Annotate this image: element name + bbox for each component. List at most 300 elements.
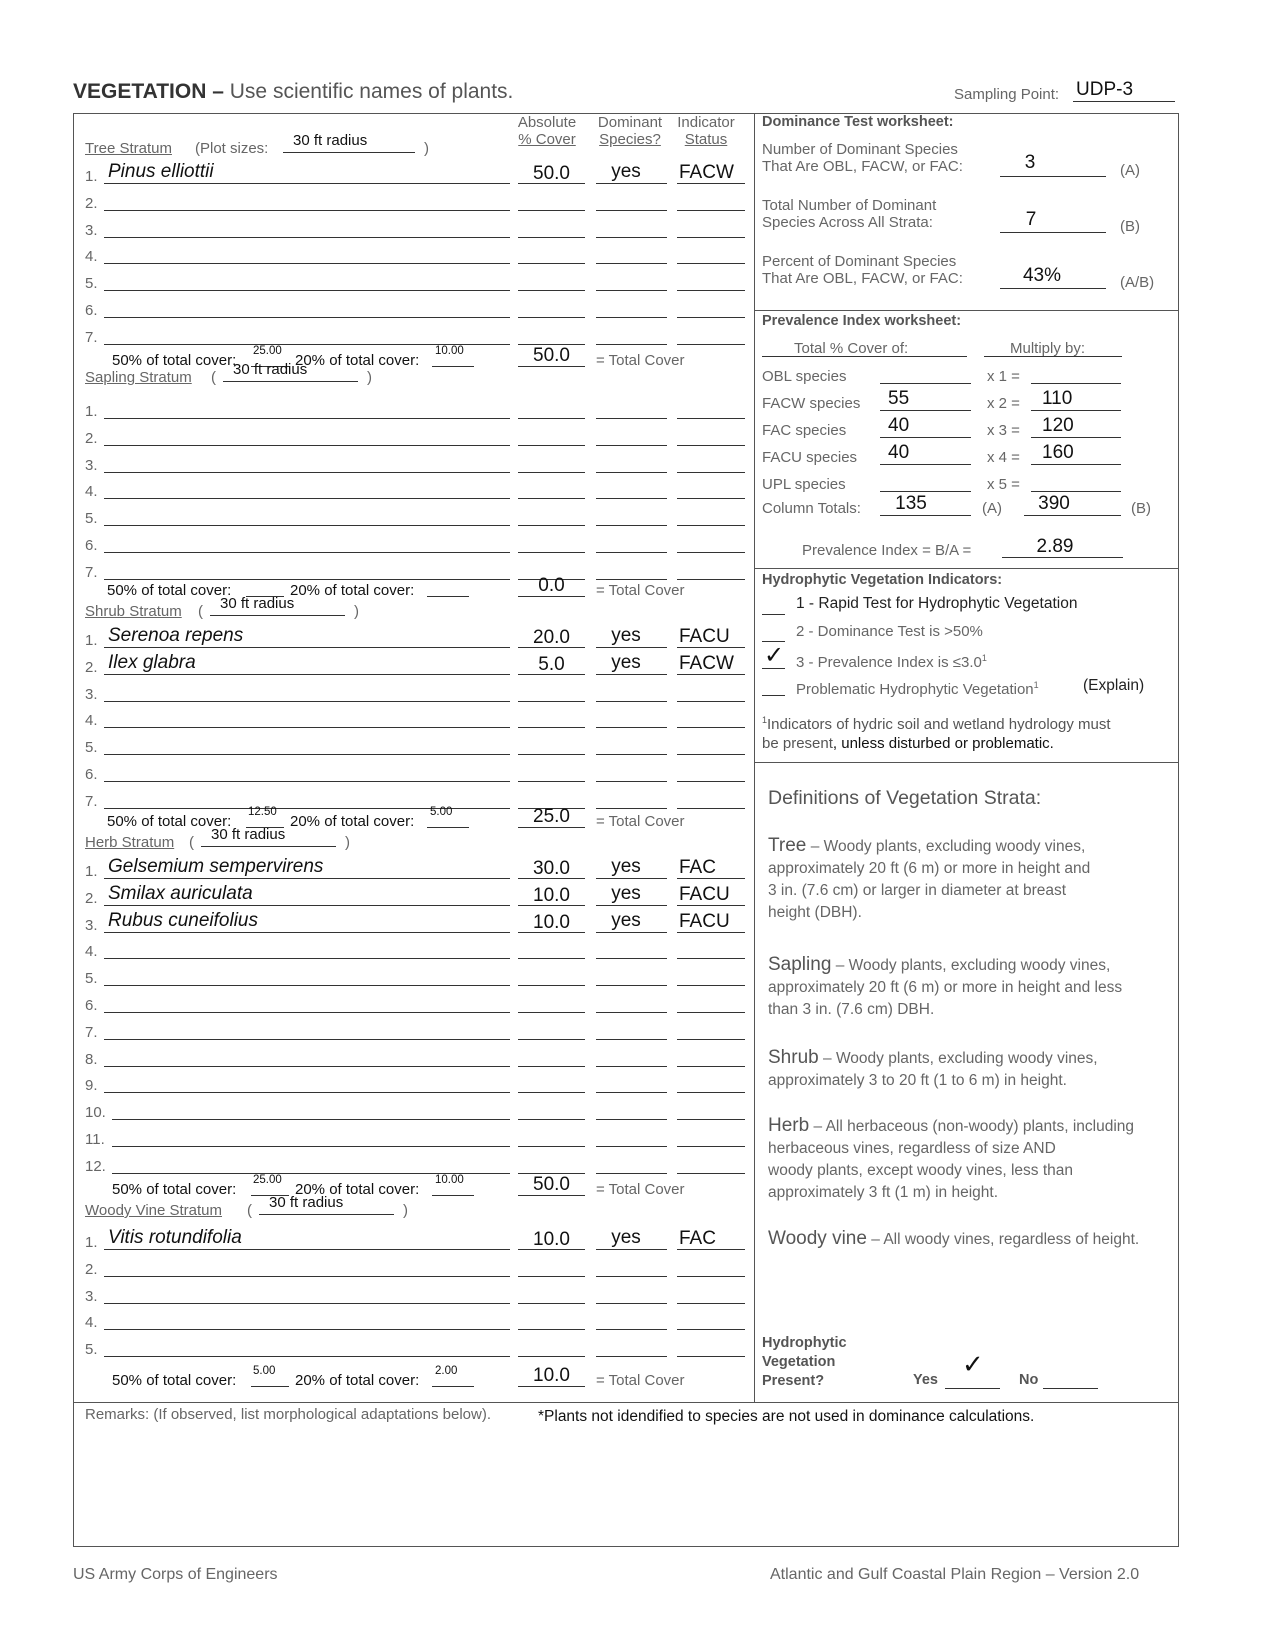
sapling-total-value[interactable]: 0.0 [538, 575, 565, 596]
col-absolute-1: Absolute [517, 114, 577, 131]
tree-status-line [677, 237, 745, 238]
dominance-a-value[interactable]: 3 [1024, 152, 1036, 173]
prevalence-row-value-line [880, 491, 971, 492]
herb-dominant-line [596, 1146, 667, 1147]
tree-row-number: 1. [85, 168, 98, 185]
prevalence-row-value-line [880, 383, 971, 384]
vine-species-name[interactable]: Vitis rotundifolia [108, 1227, 242, 1248]
present-yes-checkmark[interactable]: ✓ [962, 1349, 984, 1379]
herb-plot-value[interactable]: 30 ft radius [211, 826, 286, 843]
shrub-status-line [677, 647, 745, 648]
vine-pct50-value[interactable]: 5.00 [253, 1365, 276, 1377]
def-sapling-term: Sapling [768, 954, 832, 975]
dominance-b-line2: Species Across All Strata: [762, 214, 933, 231]
vine-row-number: 2. [85, 1260, 98, 1278]
vine-name-line [104, 1249, 510, 1250]
herb-dominant-value[interactable]: yes [611, 882, 641, 904]
herb-row-number: 6. [85, 997, 98, 1014]
prevalence-total-a-line [880, 515, 971, 516]
ind1-check-line[interactable] [762, 614, 785, 615]
footer-left: US Army Corps of Engineers [73, 1566, 278, 1583]
prevalence-row-label: UPL species [762, 476, 846, 493]
herb-species-name[interactable]: Gelsemium sempervirens [108, 856, 324, 877]
prevalence-divider [754, 310, 1178, 311]
herb-cover-value[interactable]: 10.0 [533, 884, 570, 906]
shrub-cover-value[interactable]: 20.0 [533, 627, 570, 648]
vine-dominant-line [596, 1249, 667, 1250]
foot-sup: 1 [762, 715, 768, 725]
prevalence-index-label: Prevalence Index = B/A = [802, 542, 972, 559]
tree-dominant-line [596, 183, 667, 184]
prevalence-row-value[interactable]: 40 [888, 415, 910, 436]
herb-cover-value[interactable]: 10.0 [533, 911, 570, 933]
def-vine-term: Woody vine [768, 1228, 867, 1249]
shrub-dominant-line [596, 808, 667, 809]
def-tree-l3: 3 in. (7.6 cm) or larger in diameter at breast [768, 882, 1067, 899]
sapling-dominant-line [596, 418, 667, 419]
title-bold: VEGETATION – [73, 80, 224, 103]
vine-total-value[interactable]: 10.0 [533, 1365, 570, 1386]
def-vine-l1: – All woody vines, regardless of height. [871, 1231, 1140, 1248]
herb-cover-line [518, 958, 585, 959]
shrub-name-line [104, 701, 510, 702]
shrub-row-number: 6. [85, 766, 98, 783]
tree-name-line [104, 290, 510, 291]
shrub-row-number: 1. [85, 632, 98, 649]
def-herb-l3: woody plants, except woody vines, less than [768, 1162, 1074, 1179]
vine-cover-line [518, 1276, 585, 1277]
herb-name-line [104, 1012, 510, 1013]
vine-status-value[interactable]: FAC [679, 1228, 716, 1249]
tree-status-line [677, 344, 745, 345]
herb-total-label: = Total Cover [596, 1181, 685, 1198]
sapling-dominant-line [596, 472, 667, 473]
prevalence-row-label: FACU species [762, 449, 858, 466]
vine-name-line [104, 1356, 510, 1357]
herb-row-number: 8. [85, 1050, 98, 1068]
prevalence-col1: Total % Cover of: [794, 340, 909, 357]
col-absolute-2: % Cover [518, 131, 576, 148]
sapling-cover-line [518, 552, 585, 553]
tree-row-number: 5. [85, 275, 98, 293]
herb-cover-line [518, 985, 585, 986]
sapling-total-label: = Total Cover [596, 582, 685, 599]
sapling-row-number: 2. [85, 429, 98, 447]
vine-cover-line [518, 1329, 585, 1330]
shrub-dominant-value[interactable]: yes [611, 625, 641, 646]
herb-name-line [104, 1039, 510, 1040]
shrub-cover-line [518, 701, 585, 702]
sapling-name-line [104, 552, 510, 553]
herb-total-value[interactable]: 50.0 [533, 1174, 570, 1195]
shrub-status-line [677, 808, 745, 809]
tree-pct50-value[interactable]: 25.00 [253, 345, 282, 357]
vine-pct20-line [432, 1386, 474, 1387]
sapling-cover-line [518, 525, 585, 526]
definitions-title: Definitions of Vegetation Strata: [768, 787, 1042, 809]
herb-row-number: 11. [85, 1131, 105, 1148]
vine-status-line [677, 1249, 745, 1250]
def-herb-l1: – All herbaceous (non-woody) plants, including [813, 1118, 1135, 1135]
def-shrub-term: Shrub [768, 1047, 819, 1068]
tree-plot-close: ) [424, 140, 429, 157]
vine-dominant-value[interactable]: yes [611, 1227, 641, 1248]
shrub-row-number: 3. [85, 685, 98, 703]
vine-name-line [104, 1303, 510, 1304]
prevalence-row-result-line [1031, 410, 1121, 411]
herb-status-value[interactable]: FACU [679, 910, 730, 932]
shrub-dominant-line [596, 701, 667, 702]
herb-species-name[interactable]: Rubus cuneifolius [108, 909, 258, 931]
tree-row-number: 2. [85, 194, 98, 212]
tree-dominant-value[interactable]: yes [611, 161, 641, 182]
sapling-name-line [104, 579, 510, 580]
herb-dominant-value[interactable]: yes [611, 856, 641, 877]
tree-pct50-label: 50% of total cover: [112, 352, 237, 369]
herb-pct20-value[interactable]: 10.00 [435, 1174, 464, 1186]
vine-row-number: 4. [85, 1314, 98, 1332]
tree-cover-value[interactable]: 50.0 [533, 163, 570, 184]
dominance-ab-value[interactable]: 43% [1022, 265, 1062, 286]
herb-row-number: 1. [85, 863, 98, 880]
shrub-plot-close: ) [354, 603, 359, 620]
tree-row-number: 4. [85, 248, 98, 266]
def-sapling-l3: than 3 in. (7.6 cm) DBH. [768, 1001, 935, 1018]
herb-row-number: 10. [85, 1104, 106, 1122]
vine-name-line [104, 1329, 510, 1330]
present-yes-line [945, 1388, 1000, 1389]
present-no-label: No [1019, 1372, 1039, 1388]
herb-dominant-line [596, 932, 667, 933]
herb-status-line [677, 1173, 745, 1174]
shrub-total-value[interactable]: 25.0 [533, 806, 570, 827]
prevalence-row-result-line [1031, 464, 1121, 465]
tree-total-label: = Total Cover [596, 352, 685, 369]
prevalence-total-a[interactable]: 135 [895, 493, 927, 514]
herb-dominant-line [596, 958, 667, 959]
vine-dominant-line [596, 1276, 667, 1277]
shrub-cover-line [518, 727, 585, 728]
sapling-dominant-line [596, 552, 667, 553]
sapling-cover-line [518, 472, 585, 473]
herb-status-line [677, 958, 745, 959]
prevalence-index-value[interactable]: 2.89 [1036, 536, 1074, 557]
herb-dominant-line [596, 1173, 667, 1174]
herb-plot-open: ( [189, 834, 194, 851]
tree-stratum-label: Tree Stratum [85, 140, 172, 157]
herb-name-line [104, 878, 510, 879]
hydro-footnote [762, 711, 1111, 753]
remarks-label: Remarks: (If observed, list morphological adaptations below). [85, 1406, 492, 1423]
shrub-cover-line [518, 754, 585, 755]
page-title [73, 80, 513, 104]
herb-total-line [518, 1195, 585, 1196]
tree-dominant-line [596, 237, 667, 238]
shrub-species-name[interactable]: Serenoa repens [108, 625, 244, 646]
present-yes-label: Yes [913, 1372, 938, 1388]
shrub-dominant-line [596, 754, 667, 755]
sapling-status-line [677, 418, 745, 419]
herb-pct50-value[interactable]: 25.00 [253, 1174, 282, 1186]
prevalence-total-b-line [1024, 515, 1121, 516]
shrub-status-line [677, 754, 745, 755]
dominance-b-value[interactable]: 7 [1025, 209, 1037, 230]
shrub-plot-value[interactable]: 30 ft radius [220, 595, 295, 612]
tree-status-value[interactable]: FACW [679, 162, 734, 183]
sapling-dominant-line [596, 579, 667, 580]
hydro-divider [754, 568, 1178, 569]
sapling-row-number: 1. [85, 403, 98, 420]
herb-dominant-line [596, 985, 667, 986]
ind4-check-line[interactable] [762, 695, 785, 696]
sapling-row-number: 5. [85, 510, 98, 528]
vine-plot-value[interactable]: 30 ft radius [269, 1194, 344, 1211]
tree-status-line [677, 317, 745, 318]
ind3-sup: 1 [981, 653, 987, 663]
col-dominant-2: Species? [599, 131, 661, 148]
tree-pct20-line [432, 366, 474, 367]
prevalence-row-value[interactable]: 55 [888, 388, 910, 409]
vine-dominant-line [596, 1356, 667, 1357]
herb-status-value[interactable]: FAC [679, 857, 716, 878]
col-indicator-header [670, 114, 742, 148]
sampling-point-label: Sampling Point: [954, 86, 1060, 103]
sapling-name-line [104, 525, 510, 526]
shrub-row-number: 2. [85, 658, 98, 676]
sapling-name-line [104, 445, 510, 446]
vine-pct20-value[interactable]: 2.00 [435, 1365, 458, 1377]
tree-row-number: 6. [85, 302, 98, 319]
herb-plot-close: ) [345, 834, 350, 851]
remarks-divider [73, 1402, 1178, 1403]
prevalence-row-result[interactable]: 120 [1042, 415, 1074, 436]
tree-status-line [677, 183, 745, 184]
column-divider [754, 113, 755, 1403]
prevalence-index-line [1002, 557, 1123, 558]
tree-name-line [104, 263, 510, 264]
sapling-status-line [677, 552, 745, 553]
vine-row-number: 5. [85, 1341, 98, 1359]
sapling-name-line [104, 472, 510, 473]
vine-status-line [677, 1356, 745, 1357]
prevalence-row-value[interactable]: 40 [888, 442, 910, 463]
tree-plot-value[interactable]: 30 ft radius [293, 132, 368, 149]
shrub-pct20-line [427, 827, 469, 828]
sapling-name-line [104, 498, 510, 499]
herb-name-line [112, 1146, 510, 1147]
vine-plot-close: ) [403, 1202, 408, 1219]
herb-dominant-line [596, 1092, 667, 1093]
present-l3: Present? [762, 1373, 825, 1389]
ind3-checkmark[interactable]: ✓ [764, 642, 785, 669]
tree-plot-label: (Plot sizes: [195, 140, 269, 157]
prevalence-row-label: OBL species [762, 368, 847, 385]
col-indicator-1: Indicator [677, 114, 735, 131]
prevalence-col2: Multiply by: [1010, 340, 1086, 357]
shrub-pct20-label: 20% of total cover: [290, 813, 415, 830]
vine-pct50-label: 50% of total cover: [112, 1372, 237, 1389]
ind4-explain: (Explain) [1083, 677, 1145, 694]
sapling-cover-line [518, 445, 585, 446]
def-herb [768, 1115, 1134, 1204]
tree-pct20-label: 20% of total cover: [295, 352, 420, 369]
def-tree-term: Tree [768, 835, 807, 856]
present-no-line[interactable] [1043, 1388, 1098, 1389]
ind4-label [796, 677, 1039, 698]
herb-name-line [104, 932, 510, 933]
def-sapling-l1: – Woody plants, excluding woody vines, [835, 957, 1111, 974]
sapling-status-line [677, 498, 745, 499]
col-dominant-1: Dominant [597, 114, 663, 131]
herb-row-number: 12. [85, 1157, 106, 1175]
def-shrub [768, 1047, 1098, 1092]
prevalence-row-value-line [880, 464, 971, 465]
sapling-status-line [677, 445, 745, 446]
def-shrub-l1: – Woody plants, excluding woody vines, [823, 1050, 1098, 1067]
herb-species-name[interactable]: Smilax auriculata [108, 882, 253, 904]
col-indicator-2: Status [684, 131, 728, 148]
tree-dominant-line [596, 344, 667, 345]
definitions-divider [754, 762, 1178, 763]
herb-dominant-value[interactable]: yes [611, 909, 641, 931]
herb-row-number: 2. [85, 889, 98, 907]
shrub-pct50-value[interactable]: 12.50 [248, 806, 277, 818]
herb-cover-value[interactable]: 30.0 [533, 858, 570, 879]
sapling-row-number: 3. [85, 456, 98, 474]
vine-row-number: 1. [85, 1234, 98, 1251]
sapling-total-line [518, 596, 585, 597]
title-rest: Use scientific names of plants. [229, 80, 514, 103]
shrub-status-value[interactable]: FACU [679, 626, 730, 647]
prevalence-total-b[interactable]: 390 [1038, 493, 1070, 514]
herb-status-line [677, 1039, 745, 1040]
prevalence-row-result[interactable]: 110 [1042, 388, 1073, 409]
shrub-name-line [104, 647, 510, 648]
herb-dominant-line [596, 1066, 667, 1067]
shrub-name-line [104, 781, 510, 782]
dominance-a-line [1000, 176, 1106, 177]
dominance-a-line1: Number of Dominant Species [762, 141, 958, 158]
ind4-text: Problematic Hydrophytic Vegetation [796, 681, 1034, 698]
remarks-text[interactable]: *Plants not idendified to species are not used in dominance calculations. [538, 1408, 1035, 1425]
vine-plot-open: ( [247, 1202, 252, 1219]
herb-status-line [677, 878, 745, 879]
herb-status-line [677, 1146, 745, 1147]
vine-dominant-line [596, 1329, 667, 1330]
prevalence-tag-a: (A) [982, 500, 1002, 517]
sampling-point-value[interactable]: UDP-3 [1076, 79, 1134, 100]
herb-pct20-label: 20% of total cover: [295, 1181, 420, 1198]
herb-status-line [677, 1066, 745, 1067]
shrub-dominant-value[interactable]: yes [611, 651, 641, 673]
tree-row-number: 7. [85, 328, 98, 346]
sapling-plot-line [223, 381, 358, 382]
prevalence-row-label: FAC species [762, 422, 847, 439]
herb-cover-line [518, 1146, 585, 1147]
shrub-total-label: = Total Cover [596, 813, 685, 830]
tree-name-line [104, 210, 510, 211]
shrub-dominant-line [596, 781, 667, 782]
col-dominant-header [592, 114, 668, 148]
shrub-pct20-value[interactable]: 5.00 [430, 806, 453, 818]
tree-dominant-line [596, 210, 667, 211]
prevalence-row-result-line [1031, 383, 1121, 384]
def-tree-l1: – Woody plants, excluding woody vines, [810, 838, 1086, 855]
herb-name-line [104, 1066, 510, 1067]
shrub-status-line [677, 701, 745, 702]
herb-name-line [104, 1092, 510, 1093]
prevalence-row-result-line [1031, 437, 1121, 438]
herb-cover-line [518, 1066, 585, 1067]
def-herb-l4: approximately 3 ft (1 m) in height. [768, 1184, 999, 1201]
footer-right: Atlantic and Gulf Coastal Plain Region – Version 2.0 [770, 1566, 1140, 1583]
tree-cover-line [518, 263, 585, 264]
herb-dominant-line [596, 905, 667, 906]
prevalence-row-result[interactable]: 160 [1042, 442, 1074, 463]
shrub-species-name[interactable]: Ilex glabra [108, 651, 196, 673]
herb-status-line [677, 932, 745, 933]
tree-species-name[interactable]: Pinus elliottii [108, 161, 214, 182]
def-herb-l2: herbaceous vines, regardless of size AND [768, 1140, 1056, 1157]
prevalence-row-mult: x 3 = [987, 422, 1020, 439]
tree-dominant-line [596, 290, 667, 291]
herb-cover-line [518, 1039, 585, 1040]
shrub-status-value[interactable]: FACW [679, 652, 734, 674]
sapling-status-line [677, 525, 745, 526]
foot-line2a: be present [762, 735, 833, 752]
sapling-row-number: 6. [85, 537, 98, 554]
tree-total-value[interactable]: 50.0 [533, 345, 570, 366]
shrub-cover-value[interactable]: 5.0 [538, 653, 565, 675]
dominance-ab-line2: That Are OBL, FACW, or FAC: [762, 270, 963, 287]
tree-pct20-value[interactable]: 10.00 [435, 345, 464, 357]
sapling-plot-close: ) [367, 369, 372, 386]
shrub-plot-open: ( [198, 603, 203, 620]
sapling-row-number: 7. [85, 563, 98, 581]
sapling-row-number: 4. [85, 483, 98, 501]
shrub-cover-line [518, 781, 585, 782]
sapling-pct20-line [427, 596, 469, 597]
present-l1: Hydrophytic [762, 1335, 847, 1351]
sapling-stratum-label: Sapling Stratum [85, 369, 192, 386]
def-herb-term: Herb [768, 1115, 810, 1136]
vine-status-line [677, 1329, 745, 1330]
prevalence-row-mult: x 2 = [987, 395, 1020, 412]
vine-name-line [104, 1276, 510, 1277]
vine-cover-value[interactable]: 10.0 [533, 1229, 570, 1250]
ind3-label [796, 650, 987, 671]
ind3-text: 3 - Prevalence Index is ≤3.0 [796, 654, 982, 671]
herb-status-value[interactable]: FACU [679, 883, 730, 905]
tree-dominant-line [596, 263, 667, 264]
shrub-pct50-label: 50% of total cover: [107, 813, 232, 830]
dominance-a-line2: That Are OBL, FACW, or FAC: [762, 158, 963, 175]
herb-name-line [104, 985, 510, 986]
dominance-a-tag: (A) [1120, 162, 1140, 179]
shrub-plot-line [210, 615, 345, 616]
foot-line1: Indicators of hydric soil and wetland hydrology must [767, 716, 1111, 733]
herb-pct20-line [432, 1195, 474, 1196]
def-sapling-l2: approximately 20 ft (6 m) or more in height and less [768, 979, 1123, 996]
ind3-check-line [762, 668, 785, 669]
prevalence-tag-b: (B) [1131, 500, 1151, 517]
sapling-plot-value[interactable]: 30 ft radius [233, 361, 308, 378]
dominance-ab-line1: Percent of Dominant Species [762, 253, 957, 270]
foot-line2b: , unless disturbed or problematic. [832, 735, 1054, 752]
herb-status-line [677, 1012, 745, 1013]
vine-total-line [518, 1386, 585, 1387]
herb-row-number: 5. [85, 970, 98, 988]
